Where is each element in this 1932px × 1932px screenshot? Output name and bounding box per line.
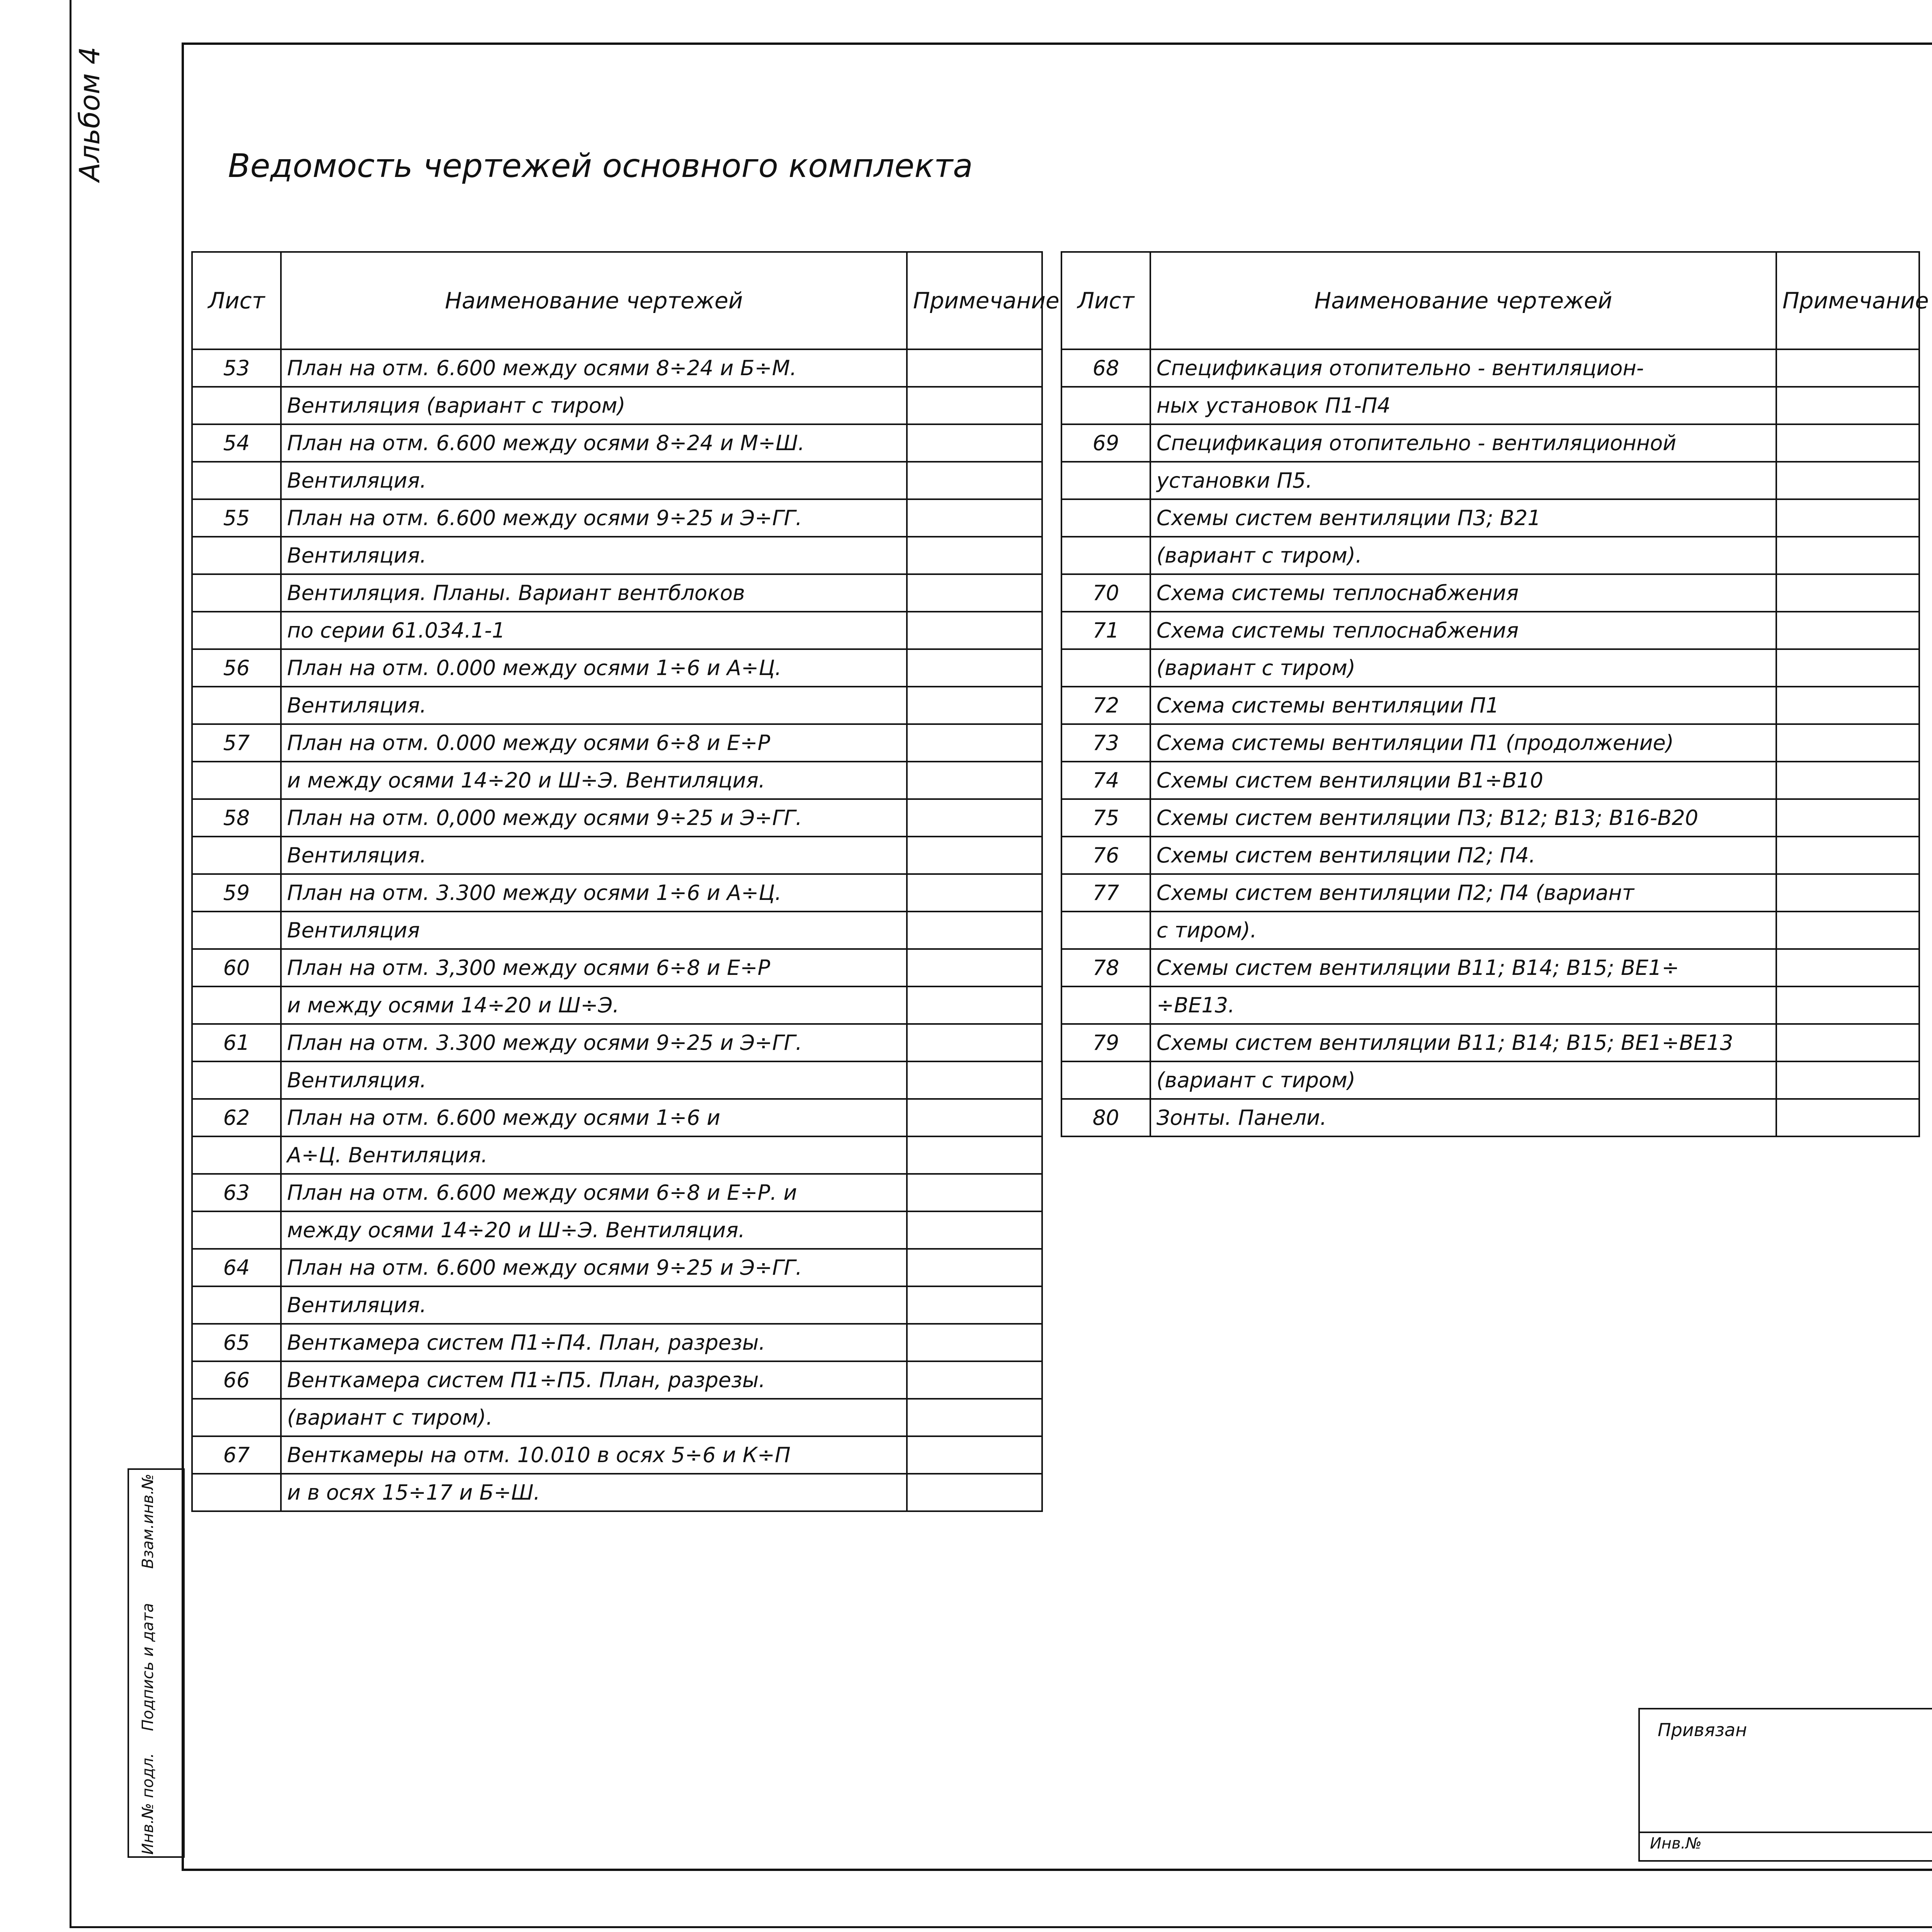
- drawing-row: [192, 499, 1042, 537]
- drawing-row: [192, 574, 1042, 612]
- cell-name: Спецификация отопительно - вентиляционной: [1150, 424, 1776, 462]
- drawing-row: [192, 1249, 1042, 1286]
- drawing-row: [192, 949, 1042, 986]
- drawing-row: [192, 762, 1042, 799]
- cell-note: [907, 1361, 1042, 1399]
- cell-sheet: 79: [1061, 1024, 1150, 1061]
- cell-name: Схемы систем вентиляции В1÷В10: [1150, 762, 1776, 799]
- cell-name: Вентиляция.: [281, 537, 907, 574]
- drawing-row: [192, 1174, 1042, 1211]
- cell-sheet: [1061, 1061, 1150, 1099]
- cell-sheet: 76: [1061, 837, 1150, 874]
- cell-name: Венткамера систем П1÷П5. План, разрезы.: [281, 1361, 907, 1399]
- cell-name: и между осями 14÷20 и Ш÷Э. Вентиляция.: [281, 762, 907, 799]
- cell-sheet: 63: [192, 1174, 281, 1211]
- cell-sheet: [192, 912, 281, 949]
- cell-note: [907, 1024, 1042, 1061]
- header-note: Примечание: [907, 252, 1042, 349]
- cell-name: Вентиляция.: [281, 462, 907, 499]
- drawing-row: [1061, 387, 1919, 424]
- cell-name: и в осях 15÷17 и Б÷Ш.: [281, 1474, 907, 1511]
- cell-note: [1776, 687, 1919, 724]
- cell-note: [907, 1174, 1042, 1211]
- drawing-row: [1061, 499, 1919, 537]
- drawing-row: [192, 837, 1042, 874]
- cell-name: Вентиляция.: [281, 837, 907, 874]
- drawing-row: [192, 1099, 1042, 1136]
- cell-name: с тиром).: [1150, 912, 1776, 949]
- cell-note: [907, 1436, 1042, 1474]
- cell-note: [907, 1324, 1042, 1361]
- cell-note: [907, 1211, 1042, 1249]
- cell-sheet: [192, 1399, 281, 1436]
- cell-name: Схемы систем вентиляции П2; П4 (вариант: [1150, 874, 1776, 912]
- cell-note: [1776, 574, 1919, 612]
- cell-note: [907, 574, 1042, 612]
- drawing-row: [192, 1436, 1042, 1474]
- cell-name: Схемы систем вентиляции В11; В14; В15; ВЕ1÷: [1150, 949, 1776, 986]
- side-vzam-inv: Взам.инв.№: [139, 1473, 157, 1569]
- cell-name: Вентиляция.: [281, 1286, 907, 1324]
- cell-sheet: [1061, 462, 1150, 499]
- cell-note: [907, 1061, 1042, 1099]
- side-sign-date: Подпись и дата: [139, 1603, 157, 1731]
- cell-name: и между осями 14÷20 и Ш÷Э.: [281, 986, 907, 1024]
- cell-sheet: [192, 462, 281, 499]
- cell-name: Схема системы теплоснабжения: [1150, 574, 1776, 612]
- cell-sheet: 78: [1061, 949, 1150, 986]
- cell-name: ных установок П1-П4: [1150, 387, 1776, 424]
- drawing-row: [1061, 649, 1919, 687]
- cell-note: [907, 499, 1042, 537]
- cell-sheet: 59: [192, 874, 281, 912]
- cell-note: [907, 874, 1042, 912]
- cell-name: План на отм. 0.000 между осями 1÷6 и А÷Ц.: [281, 649, 907, 687]
- drawing-row: [192, 387, 1042, 424]
- cell-name: ÷ВЕ13.: [1150, 986, 1776, 1024]
- cell-note: [1776, 649, 1919, 687]
- cell-name: Схема системы теплоснабжения: [1150, 612, 1776, 649]
- cell-sheet: 54: [192, 424, 281, 462]
- cell-sheet: [192, 612, 281, 649]
- cell-sheet: [1061, 387, 1150, 424]
- table-header: [1061, 252, 1919, 349]
- cell-note: [907, 387, 1042, 424]
- cell-name: Схема системы вентиляции П1 (продолжение): [1150, 724, 1776, 762]
- drawing-row: [192, 424, 1042, 462]
- cell-sheet: [1061, 499, 1150, 537]
- cell-note: [1776, 424, 1919, 462]
- cell-note: [907, 1474, 1042, 1511]
- drawing-row: [192, 1324, 1042, 1361]
- drawing-row: [1061, 762, 1919, 799]
- drawing-row: [1061, 462, 1919, 499]
- cell-name: Схемы систем вентиляции В11; В14; В15; ВЕ1÷ВЕ13: [1150, 1024, 1776, 1061]
- drawing-row: [1061, 874, 1919, 912]
- cell-sheet: [192, 1286, 281, 1324]
- drawing-row: [1061, 1024, 1919, 1061]
- cell-sheet: [1061, 537, 1150, 574]
- main-title: Ведомость чертежей основного комплекта: [228, 147, 973, 185]
- drawing-row: [1061, 349, 1919, 387]
- drawing-row: [1061, 986, 1919, 1024]
- cell-name: Венткамера систем П1÷П4. План, разрезы.: [281, 1324, 907, 1361]
- cell-name: между осями 14÷20 и Ш÷Э. Вентиляция.: [281, 1211, 907, 1249]
- header-name: Наименование чертежей: [281, 252, 907, 349]
- privyazan-line: [1638, 1832, 1932, 1833]
- cell-note: [907, 537, 1042, 574]
- drawing-row: [192, 986, 1042, 1024]
- cell-note: [1776, 1061, 1919, 1099]
- cell-sheet: 57: [192, 724, 281, 762]
- drawing-row: [192, 1286, 1042, 1324]
- cell-name: План на отм. 3.300 между осями 9÷25 и Э÷ГГ.: [281, 1024, 907, 1061]
- drawing-row: [192, 687, 1042, 724]
- drawing-row: [192, 649, 1042, 687]
- cell-note: [907, 724, 1042, 762]
- cell-note: [1776, 349, 1919, 387]
- drawing-row: [1061, 912, 1919, 949]
- cell-note: [907, 1099, 1042, 1136]
- drawings-table-right: [1061, 251, 1929, 1137]
- cell-name: План на отм. 6.600 между осями 6÷8 и Е÷Р. и: [281, 1174, 907, 1211]
- cell-sheet: [192, 537, 281, 574]
- cell-note: [1776, 612, 1919, 649]
- header-note: Примечание: [1776, 252, 1919, 349]
- cell-sheet: 66: [192, 1361, 281, 1399]
- drawing-row: [192, 1061, 1042, 1099]
- cell-sheet: [192, 687, 281, 724]
- cell-name: Схема системы вентиляции П1: [1150, 687, 1776, 724]
- cell-name: Схемы систем вентиляции П3; В12; В13; В16-В20: [1150, 799, 1776, 837]
- cell-note: [907, 462, 1042, 499]
- cell-note: [1776, 462, 1919, 499]
- cell-note: [907, 612, 1042, 649]
- cell-name: (вариант с тиром).: [1150, 537, 1776, 574]
- drawing-row: [192, 612, 1042, 649]
- cell-note: [1776, 499, 1919, 537]
- cell-name: Зонты. Панели.: [1150, 1099, 1776, 1136]
- drawing-row: [192, 1024, 1042, 1061]
- cell-sheet: 65: [192, 1324, 281, 1361]
- cell-name: План на отм. 6.600 между осями 9÷25 и Э÷ГГ.: [281, 499, 907, 537]
- drawing-row: [1061, 574, 1919, 612]
- cell-note: [1776, 986, 1919, 1024]
- cell-note: [1776, 762, 1919, 799]
- drawing-row: [1061, 724, 1919, 762]
- cell-name: Вентиляция.: [281, 687, 907, 724]
- cell-name: Схемы систем вентиляции П3; В21: [1150, 499, 1776, 537]
- drawing-row: [192, 1136, 1042, 1174]
- cell-name: (вариант с тиром).: [281, 1399, 907, 1436]
- cell-note: [907, 649, 1042, 687]
- drawing-row: [1061, 537, 1919, 574]
- drawing-row: [1061, 799, 1919, 837]
- cell-sheet: [192, 1474, 281, 1511]
- cell-name: План на отм. 3.300 между осями 1÷6 и А÷Ц.: [281, 874, 907, 912]
- cell-sheet: 55: [192, 499, 281, 537]
- album-label: Альбом 4: [73, 46, 106, 182]
- table-header: [192, 252, 1042, 349]
- cell-sheet: [1061, 912, 1150, 949]
- cell-sheet: 73: [1061, 724, 1150, 762]
- cell-sheet: 69: [1061, 424, 1150, 462]
- drawing-row: [192, 1211, 1042, 1249]
- cell-sheet: 58: [192, 799, 281, 837]
- cell-sheet: 60: [192, 949, 281, 986]
- cell-name: Вентиляция.: [281, 1061, 907, 1099]
- drawing-row: [192, 1474, 1042, 1511]
- drawing-row: [1061, 837, 1919, 874]
- cell-note: [907, 1136, 1042, 1174]
- cell-name: Спецификация отопительно - вентиляцион-: [1150, 349, 1776, 387]
- cell-name: по серии 61.034.1-1: [281, 612, 907, 649]
- cell-sheet: 72: [1061, 687, 1150, 724]
- header-sheet: Лист: [192, 252, 281, 349]
- cell-note: [1776, 912, 1919, 949]
- cell-sheet: [192, 1061, 281, 1099]
- cell-name: Вентиляция (вариант с тиром): [281, 387, 907, 424]
- drawing-row: [192, 349, 1042, 387]
- drawing-row: [1061, 612, 1919, 649]
- inv-no-label: Инв.№: [1650, 1835, 1702, 1852]
- cell-name: План на отм. 6.600 между осями 9÷25 и Э÷ГГ.: [281, 1249, 907, 1286]
- drawing-row: [192, 799, 1042, 837]
- cell-sheet: [192, 1136, 281, 1174]
- cell-sheet: 62: [192, 1099, 281, 1136]
- cell-name: А÷Ц. Вентиляция.: [281, 1136, 907, 1174]
- drawing-row: [192, 1361, 1042, 1399]
- cell-sheet: [192, 574, 281, 612]
- cell-sheet: 75: [1061, 799, 1150, 837]
- drawing-row: [192, 537, 1042, 574]
- cell-note: [1776, 949, 1919, 986]
- cell-name: Схемы систем вентиляции П2; П4.: [1150, 837, 1776, 874]
- cell-note: [907, 949, 1042, 986]
- cell-sheet: 53: [192, 349, 281, 387]
- drawing-row: [1061, 1061, 1919, 1099]
- cell-sheet: 80: [1061, 1099, 1150, 1136]
- cell-name: (вариант с тиром): [1150, 649, 1776, 687]
- cell-note: [907, 986, 1042, 1024]
- drawing-row: [1061, 1099, 1919, 1136]
- drawing-row: [1061, 424, 1919, 462]
- cell-note: [907, 687, 1042, 724]
- cell-note: [1776, 1099, 1919, 1136]
- drawing-row: [192, 912, 1042, 949]
- drawing-row: [1061, 949, 1919, 986]
- cell-note: [907, 1399, 1042, 1436]
- cell-note: [1776, 1024, 1919, 1061]
- cell-sheet: 77: [1061, 874, 1150, 912]
- drawing-row: [192, 462, 1042, 499]
- cell-name: Вентиляция. Планы. Вариант вентблоков: [281, 574, 907, 612]
- cell-note: [1776, 537, 1919, 574]
- cell-sheet: 56: [192, 649, 281, 687]
- cell-name: План на отм. 3,300 между осями 6÷8 и Е÷Р: [281, 949, 907, 986]
- cell-name: (вариант с тиром): [1150, 1061, 1776, 1099]
- cell-note: [907, 762, 1042, 799]
- cell-name: План на отм. 6.600 между осями 1÷6 и: [281, 1099, 907, 1136]
- side-inv-podl: Инв.№ подл.: [139, 1753, 157, 1855]
- header-name: Наименование чертежей: [1150, 252, 1776, 349]
- cell-sheet: [1061, 986, 1150, 1024]
- cell-note: [907, 837, 1042, 874]
- cell-sheet: [192, 837, 281, 874]
- drawing-row: [192, 724, 1042, 762]
- cell-note: [1776, 874, 1919, 912]
- drawing-row: [1061, 687, 1919, 724]
- cell-sheet: 67: [192, 1436, 281, 1474]
- cell-sheet: 68: [1061, 349, 1150, 387]
- cell-sheet: [192, 387, 281, 424]
- cell-name: План на отм. 6.600 между осями 8÷24 и М÷Ш.: [281, 424, 907, 462]
- header-sheet: Лист: [1061, 252, 1150, 349]
- cell-sheet: [192, 986, 281, 1024]
- cell-sheet: 64: [192, 1249, 281, 1286]
- cell-sheet: [192, 1211, 281, 1249]
- cell-note: [907, 799, 1042, 837]
- cell-name: План на отм. 0,000 между осями 9÷25 и Э÷ГГ.: [281, 799, 907, 837]
- cell-note: [907, 424, 1042, 462]
- privyazan-label: Привязан: [1658, 1719, 1747, 1740]
- cell-note: [907, 912, 1042, 949]
- cell-sheet: 74: [1061, 762, 1150, 799]
- cell-note: [1776, 724, 1919, 762]
- cell-sheet: [1061, 649, 1150, 687]
- cell-sheet: 70: [1061, 574, 1150, 612]
- cell-name: План на отм. 0.000 между осями 6÷8 и Е÷Р: [281, 724, 907, 762]
- cell-note: [907, 1249, 1042, 1286]
- cell-sheet: 61: [192, 1024, 281, 1061]
- drawings-table-left: [191, 251, 1060, 1512]
- cell-sheet: [192, 762, 281, 799]
- cell-name: установки П5.: [1150, 462, 1776, 499]
- cell-name: Венткамеры на отм. 10.010 в осях 5÷6 и К÷П: [281, 1436, 907, 1474]
- cell-note: [1776, 837, 1919, 874]
- cell-note: [907, 349, 1042, 387]
- cell-name: План на отм. 6.600 между осями 8÷24 и Б÷М.: [281, 349, 907, 387]
- cell-note: [1776, 387, 1919, 424]
- cell-sheet: 71: [1061, 612, 1150, 649]
- drawing-row: [192, 874, 1042, 912]
- cell-note: [1776, 799, 1919, 837]
- drawing-row: [192, 1399, 1042, 1436]
- cell-name: Вентиляция: [281, 912, 907, 949]
- cell-note: [907, 1286, 1042, 1324]
